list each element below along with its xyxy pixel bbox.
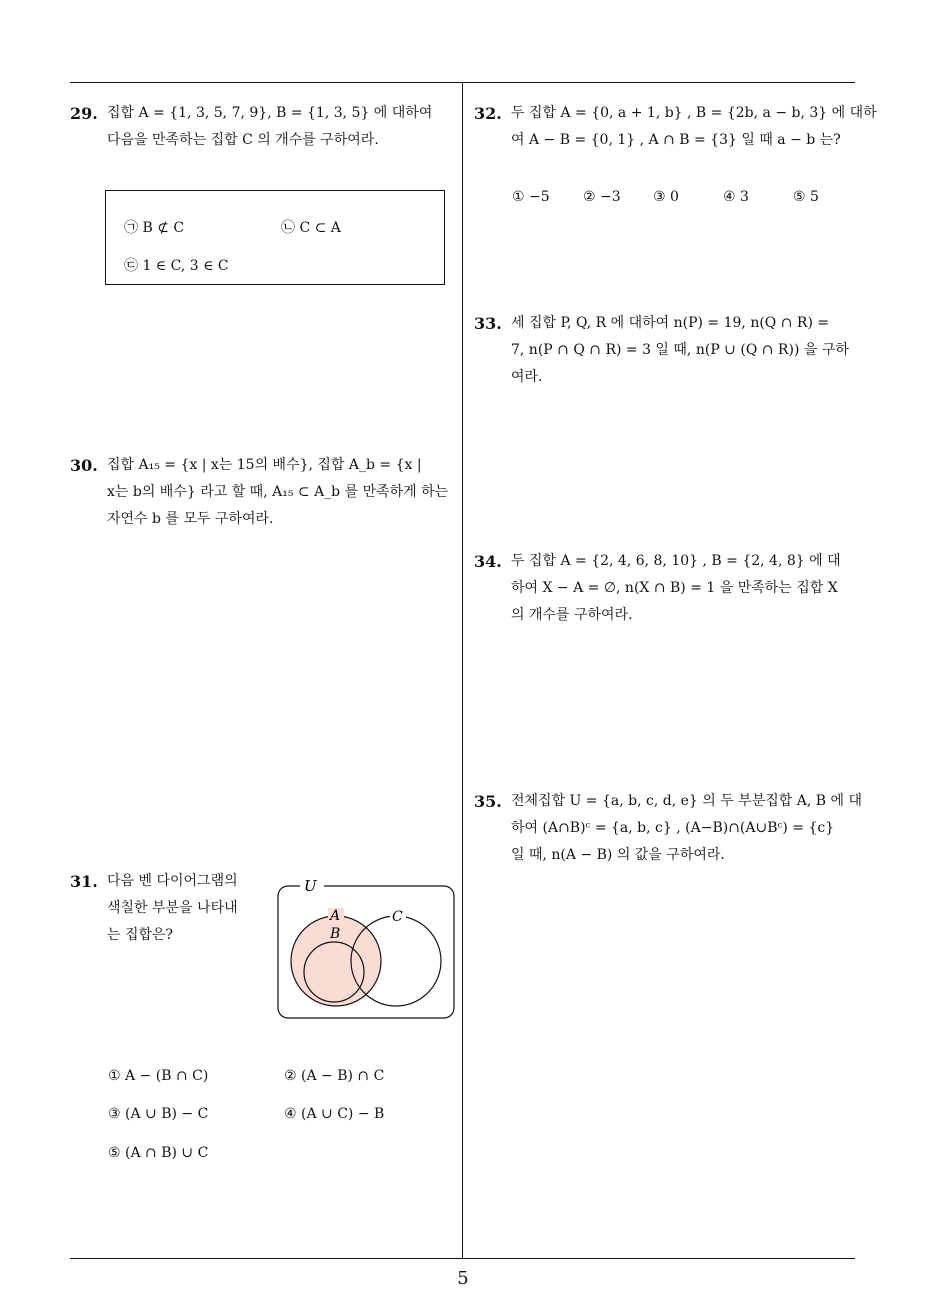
question-number: 31. xyxy=(70,872,98,891)
question-line: 여 A − B = {0, 1} , A ∩ B = {3} 일 때 a − b 는? xyxy=(511,132,841,148)
question-number: 33. xyxy=(474,314,502,333)
question-line: 다음 벤 다이어그램의 xyxy=(107,873,238,889)
question-number: 29. xyxy=(70,104,98,123)
question-number: 30. xyxy=(70,456,98,475)
choice-5[interactable]: ⑤ 5 xyxy=(793,189,819,205)
condition-3: ㉢ 1 ∈ C, 3 ∈ C xyxy=(124,258,229,274)
question-line: 집합 A = {1, 3, 5, 7, 9}, B = {1, 3, 5} 에 대하여 xyxy=(107,105,433,121)
set-a-label: A xyxy=(330,908,341,924)
column-divider xyxy=(462,82,463,1259)
question-line: 여라. xyxy=(511,369,543,385)
bottom-rule xyxy=(70,1258,855,1259)
question-text xyxy=(107,452,448,533)
question-text xyxy=(511,100,877,154)
choice-5[interactable]: ⑤ (A ∩ B) ∪ C xyxy=(108,1145,209,1161)
question-line: 하여 (A∩B)ᶜ = {a, b, c} , (A−B)∩(A∪Bᶜ) = {c} xyxy=(511,820,835,836)
venn-diagram xyxy=(276,878,460,1020)
condition-1: ㉠ B ⊄ C xyxy=(124,220,185,236)
condition-box xyxy=(105,190,445,285)
question-line: 다음을 만족하는 집합 C 의 개수를 구하여라. xyxy=(107,132,379,148)
question-number: 32. xyxy=(474,104,502,123)
set-c-label: C xyxy=(392,909,403,925)
question-line: 일 때, n(A − B) 의 값을 구하여라. xyxy=(511,847,725,863)
question-line: 전체집합 U = {a, b, c, d, e} 의 두 부분집합 A, B 에 대 xyxy=(511,793,862,809)
choice-2[interactable]: ② −3 xyxy=(583,189,621,205)
question-line: 는 집합은? xyxy=(107,927,174,943)
choice-1[interactable]: ① −5 xyxy=(512,189,550,205)
question-line: 의 개수를 구하여라. xyxy=(511,607,633,623)
question-number: 34. xyxy=(474,552,502,571)
question-text xyxy=(511,310,849,391)
question-line: 집합 A₁₅ = {x | x는 15의 배수}, 집합 A_b = {x | xyxy=(107,457,422,473)
question-text xyxy=(107,868,238,949)
question-text xyxy=(511,548,841,629)
question-line: 색칠한 부분을 나타내 xyxy=(107,900,238,916)
question-line: 7, n(P ∩ Q ∩ R) = 3 일 때, n(P ∪ (Q ∩ R)) 을 구하 xyxy=(511,342,849,358)
set-b-label: B xyxy=(330,926,341,942)
choice-3[interactable]: ③ (A ∪ B) − C xyxy=(108,1106,209,1122)
question-line: 두 집합 A = {2, 4, 6, 8, 10} , B = {2, 4, 8} 에 대 xyxy=(511,553,841,569)
condition-2: ㉡ C ⊂ A xyxy=(281,220,341,236)
question-text xyxy=(511,788,862,869)
question-line: x는 b의 배수} 라고 할 때, A₁₅ ⊂ A_b 를 만족하게 하는 xyxy=(107,484,449,500)
choice-4[interactable]: ④ 3 xyxy=(723,189,749,205)
question-line: 세 집합 P, Q, R 에 대하여 n(P) = 19, n(Q ∩ R) = xyxy=(511,315,830,331)
question-text xyxy=(107,100,432,154)
choice-4[interactable]: ④ (A ∪ C) − B xyxy=(284,1106,385,1122)
universe-label: U xyxy=(304,878,317,895)
page-number: 5 xyxy=(457,1268,469,1289)
choice-3[interactable]: ③ 0 xyxy=(653,189,679,205)
question-line: 하여 X − A = ∅, n(X ∩ B) = 1 을 만족하는 집합 X xyxy=(511,580,838,596)
question-line: 두 집합 A = {0, a + 1, b} , B = {2b, a − b, 3} 에 대하 xyxy=(511,105,877,121)
question-number: 35. xyxy=(474,792,502,811)
question-line: 자연수 b 를 모두 구하여라. xyxy=(107,511,274,527)
choice-2[interactable]: ② (A − B) ∩ C xyxy=(284,1068,385,1084)
choice-1[interactable]: ① A − (B ∩ C) xyxy=(108,1068,209,1084)
